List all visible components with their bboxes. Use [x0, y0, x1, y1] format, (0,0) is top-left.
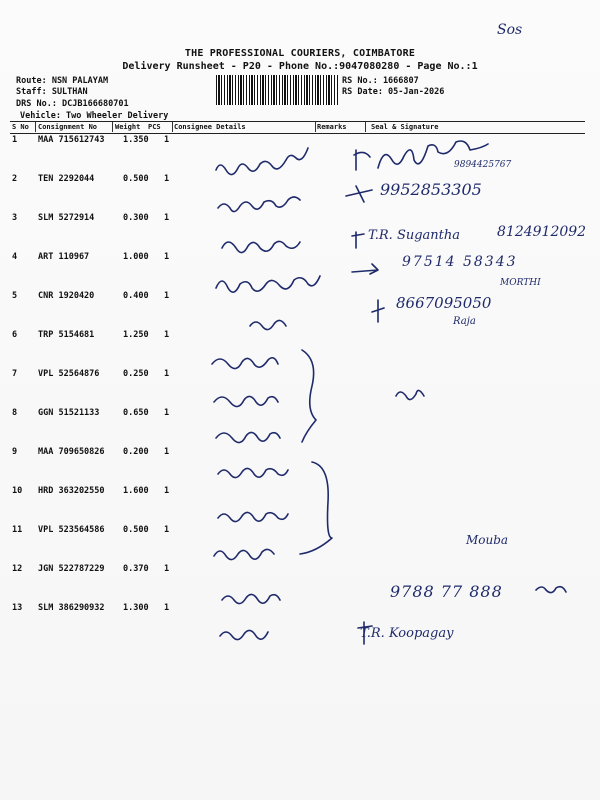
row-sno: 10 — [12, 486, 23, 496]
col-pcs: PCS — [148, 123, 161, 131]
phone-3: 8124912092 — [497, 224, 587, 240]
weight-value: 0.650 — [123, 408, 149, 418]
col-consignee-details: Consignee Details — [174, 123, 246, 131]
weight-value: 1.000 — [123, 252, 149, 262]
company-title: THE PROFESSIONAL COURIERS, COIMBATORE — [184, 48, 416, 59]
table-row — [10, 408, 585, 446]
row-sno: 1 — [12, 135, 18, 145]
pcs-value: 1 — [164, 408, 170, 418]
phone-12: 9788 77 888 — [390, 582, 503, 601]
table-row — [10, 447, 585, 485]
weight-value: 0.500 — [123, 174, 149, 184]
pcs-value: 1 — [164, 564, 170, 574]
top-handwritten-mark: Sos — [497, 22, 523, 38]
row-sno: 3 — [12, 213, 18, 223]
phone-2: 9952853305 — [380, 180, 482, 199]
consignment-number: GGN 51521133 — [38, 408, 100, 418]
col-remarks: Remarks — [317, 123, 347, 131]
consignment-number: HRD 363202550 — [38, 486, 105, 496]
table-row — [10, 330, 585, 368]
pcs-value: 1 — [164, 330, 170, 340]
table-row — [10, 486, 585, 524]
col-divider — [112, 122, 113, 132]
pcs-value: 1 — [164, 213, 170, 223]
weight-value: 1.600 — [123, 486, 149, 496]
table-row — [10, 369, 585, 407]
weight-value: 0.400 — [123, 291, 149, 301]
consignment-number: SLM 5272914 — [38, 213, 95, 223]
row-sno: 9 — [12, 447, 18, 457]
weight-value: 0.300 — [123, 213, 149, 223]
consignment-number: TRP 5154681 — [38, 330, 95, 340]
vehicle-label: Vehicle: Two Wheeler Delivery — [20, 111, 169, 121]
drs-number: DRS No.: DCJB166680701 — [16, 99, 129, 109]
col-sno: S No — [12, 123, 29, 131]
rs-number: RS No.: 1666807 — [342, 76, 419, 86]
name-3: T.R. Sugantha — [368, 228, 461, 243]
consignment-number: SLM 386290932 — [38, 603, 105, 613]
weight-value: 1.300 — [123, 603, 149, 613]
col-divider — [315, 122, 316, 132]
rs-date: RS Date: 05-Jan-2026 — [342, 87, 445, 97]
consignment-number: MAA 715612743 — [38, 135, 105, 145]
consignment-number: JGN 522787229 — [38, 564, 105, 574]
phone-1: 9894425767 — [454, 160, 512, 170]
pcs-value: 1 — [164, 369, 170, 379]
name-5: Raja — [453, 316, 476, 327]
consignment-number: ART 110967 — [38, 252, 90, 262]
pcs-value: 1 — [164, 252, 170, 262]
consignment-number: VPL 52564876 — [38, 369, 100, 379]
header-bottom-rule — [10, 133, 585, 134]
row-sno: 12 — [12, 564, 23, 574]
row-sno: 2 — [12, 174, 18, 184]
pcs-value: 1 — [164, 291, 170, 301]
table-row — [10, 174, 585, 212]
name-4: MORTHI — [500, 278, 541, 288]
name-11: Mouba — [466, 533, 509, 547]
phone-4: 97514 58343 — [402, 254, 518, 270]
pcs-value: 1 — [164, 447, 170, 457]
col-seal-signature: Seal & Signature — [371, 123, 439, 131]
weight-value: 0.370 — [123, 564, 149, 574]
table-row — [10, 291, 585, 329]
phone-5: 8667095050 — [396, 294, 492, 312]
staff-label: Staff: SULTHAN — [16, 87, 88, 97]
row-sno: 4 — [12, 252, 18, 262]
header-top-rule — [10, 121, 585, 122]
row-sno: 13 — [12, 603, 23, 613]
weight-value: 0.250 — [123, 369, 149, 379]
col-divider — [365, 122, 366, 132]
row-sno: 6 — [12, 330, 18, 340]
weight-value: 1.250 — [123, 330, 149, 340]
weight-value: 0.200 — [123, 447, 149, 457]
row-sno: 8 — [12, 408, 18, 418]
consignment-number: CNR 1920420 — [38, 291, 95, 301]
pcs-value: 1 — [164, 525, 170, 535]
col-weight: Weight — [115, 123, 141, 131]
barcode — [216, 75, 338, 105]
pcs-value: 1 — [164, 603, 170, 613]
consignment-number: TEN 2292044 — [38, 174, 95, 184]
col-divider — [172, 122, 173, 132]
pcs-value: 1 — [164, 174, 170, 184]
runsheet-subtitle: Delivery Runsheet - P20 - Phone No.:9047080280 - Page No.:1 — [122, 61, 478, 72]
pcs-value: 1 — [164, 486, 170, 496]
col-divider — [35, 122, 36, 132]
row-sno: 7 — [12, 369, 18, 379]
weight-value: 0.500 — [123, 525, 149, 535]
table-row — [10, 603, 585, 641]
row-sno: 11 — [12, 525, 23, 535]
pcs-value: 1 — [164, 135, 170, 145]
route-label: Route: NSN PALAYAM — [16, 76, 109, 86]
col-consignment: Consignment No — [38, 123, 98, 131]
consignment-number: VPL 523564586 — [38, 525, 105, 535]
row-sno: 5 — [12, 291, 18, 301]
weight-value: 1.350 — [123, 135, 149, 145]
name-13: T.R. Koopagay — [360, 626, 454, 641]
consignment-number: MAA 709650826 — [38, 447, 105, 457]
